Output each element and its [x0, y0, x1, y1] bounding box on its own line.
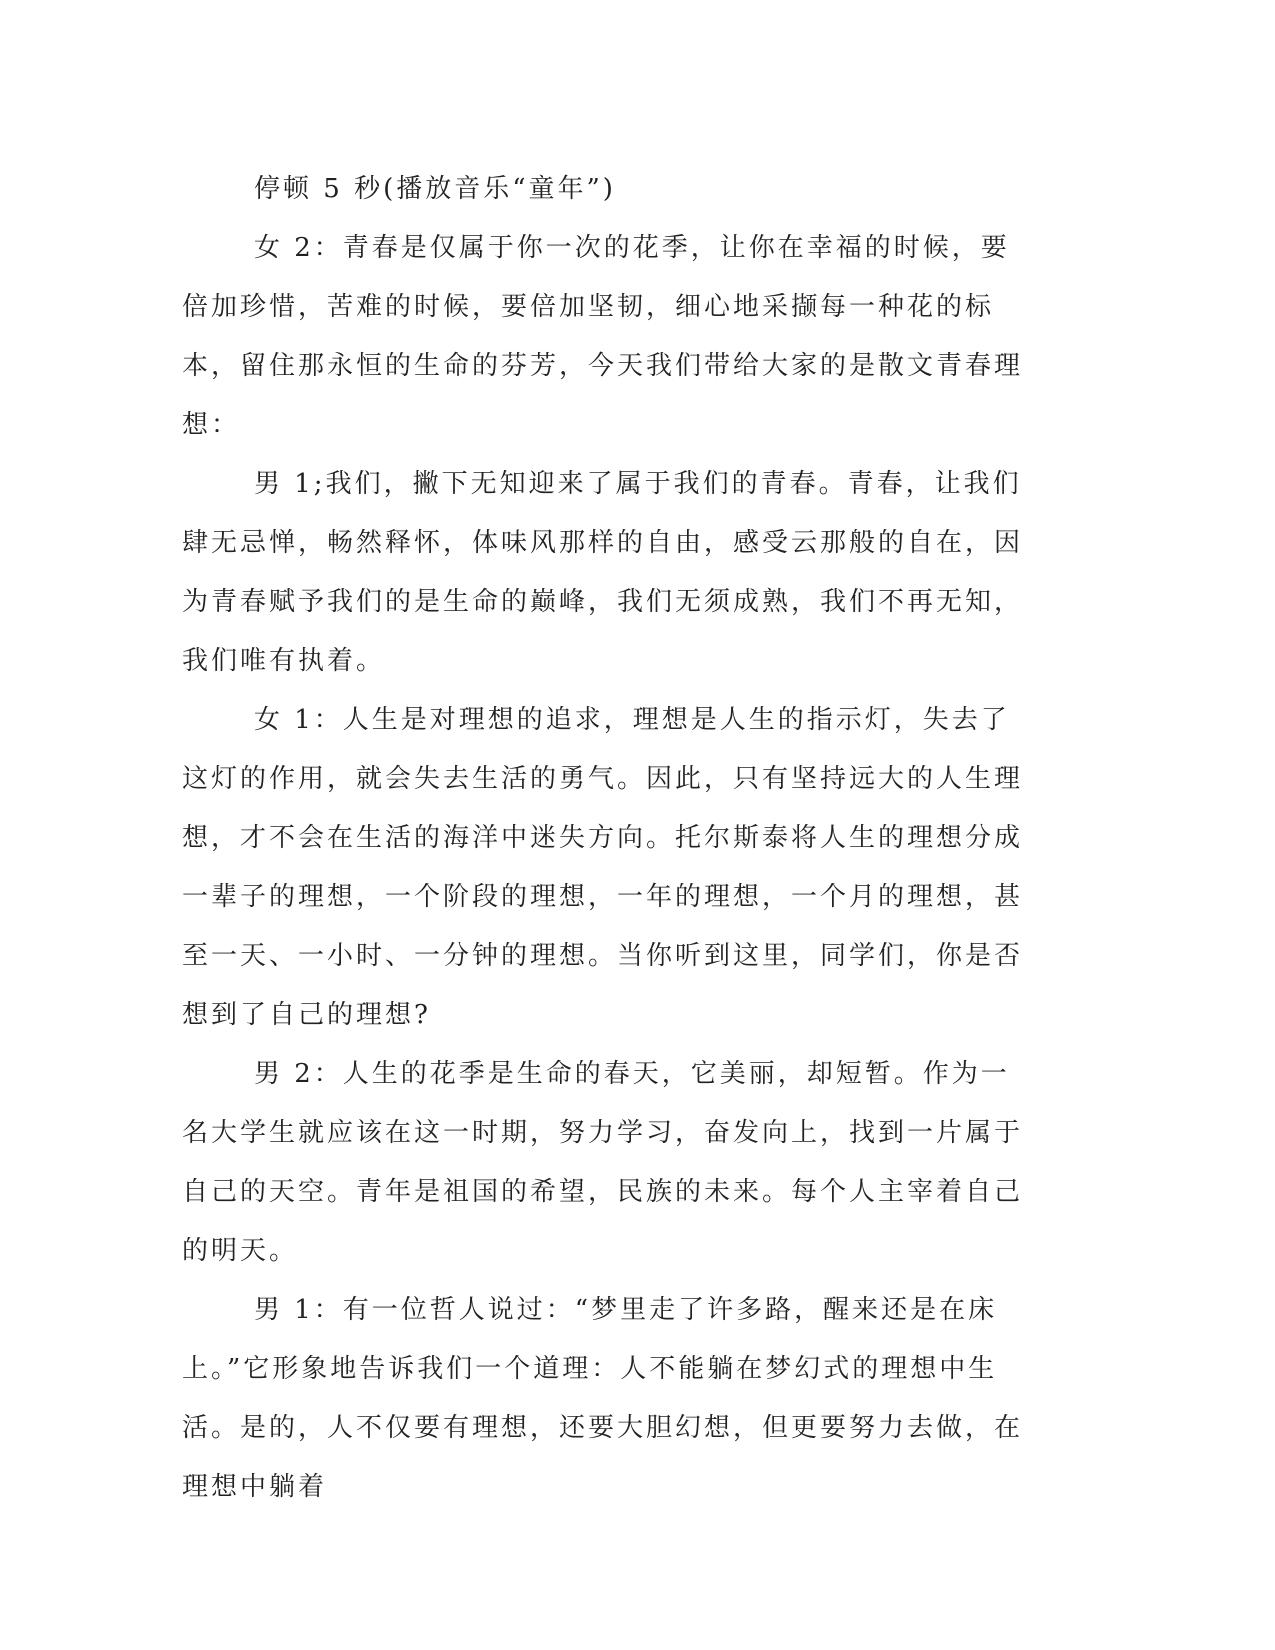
document-body — [182, 160, 1032, 1517]
paragraph-male-2: 男 2：人生的花季是生命的春天，它美丽，却短暂。作为一名大学生就应该在这一时期，努力学习，奋发向上，找到一片属于自己的天空。青年是祖国的希望，民族的未来。每个人主宰着自己的明天。 — [182, 1059, 1024, 1266]
paragraph-male-1: 男 1;我们，撇下无知迎来了属于我们的青春。青春，让我们肆无忌惮，畅然释怀，体味风那样的自由，感受云那般的自在，因为青春赋予我们的是生命的巅峰，我们无须成熟，我们不再无知，我们唯有执着。 — [182, 469, 1024, 676]
paragraph-male-1-second: 男 1：有一位哲人说过：“梦里走了许多路，醒来还是在床上。”它形象地告诉我们一个道理：人不能躺在梦幻式的理想中生活。是的，人不仅要有理想，还要大胆幻想，但更要努力去做，在理想中躺着 — [182, 1295, 1024, 1502]
paragraph-pause-note: 停顿 5 秒(播放音乐“童年”) — [254, 174, 616, 204]
paragraph-female-2: 女 2：青春是仅属于你一次的花季，让你在幸福的时候，要倍加珍惜，苦难的时候，要倍加坚韧，细心地采撷每一种花的标本，留住那永恒的生命的芬芳，今天我们带给大家的是散文青春理想： — [182, 233, 1024, 440]
paragraph-female-1: 女 1：人生是对理想的追求，理想是人生的指示灯，失去了这灯的作用，就会失去生活的勇气。因此，只有坚持远大的人生理想，才不会在生活的海洋中迷失方向。托尔斯泰将人生的理想分成一辈子的理想，一个阶段的理想，一年的理想，一个月的理想，甚至一天、一小时、一分钟的理想。当你听到这里，同学们，你是否想到了自己的理想? — [182, 705, 1024, 1030]
